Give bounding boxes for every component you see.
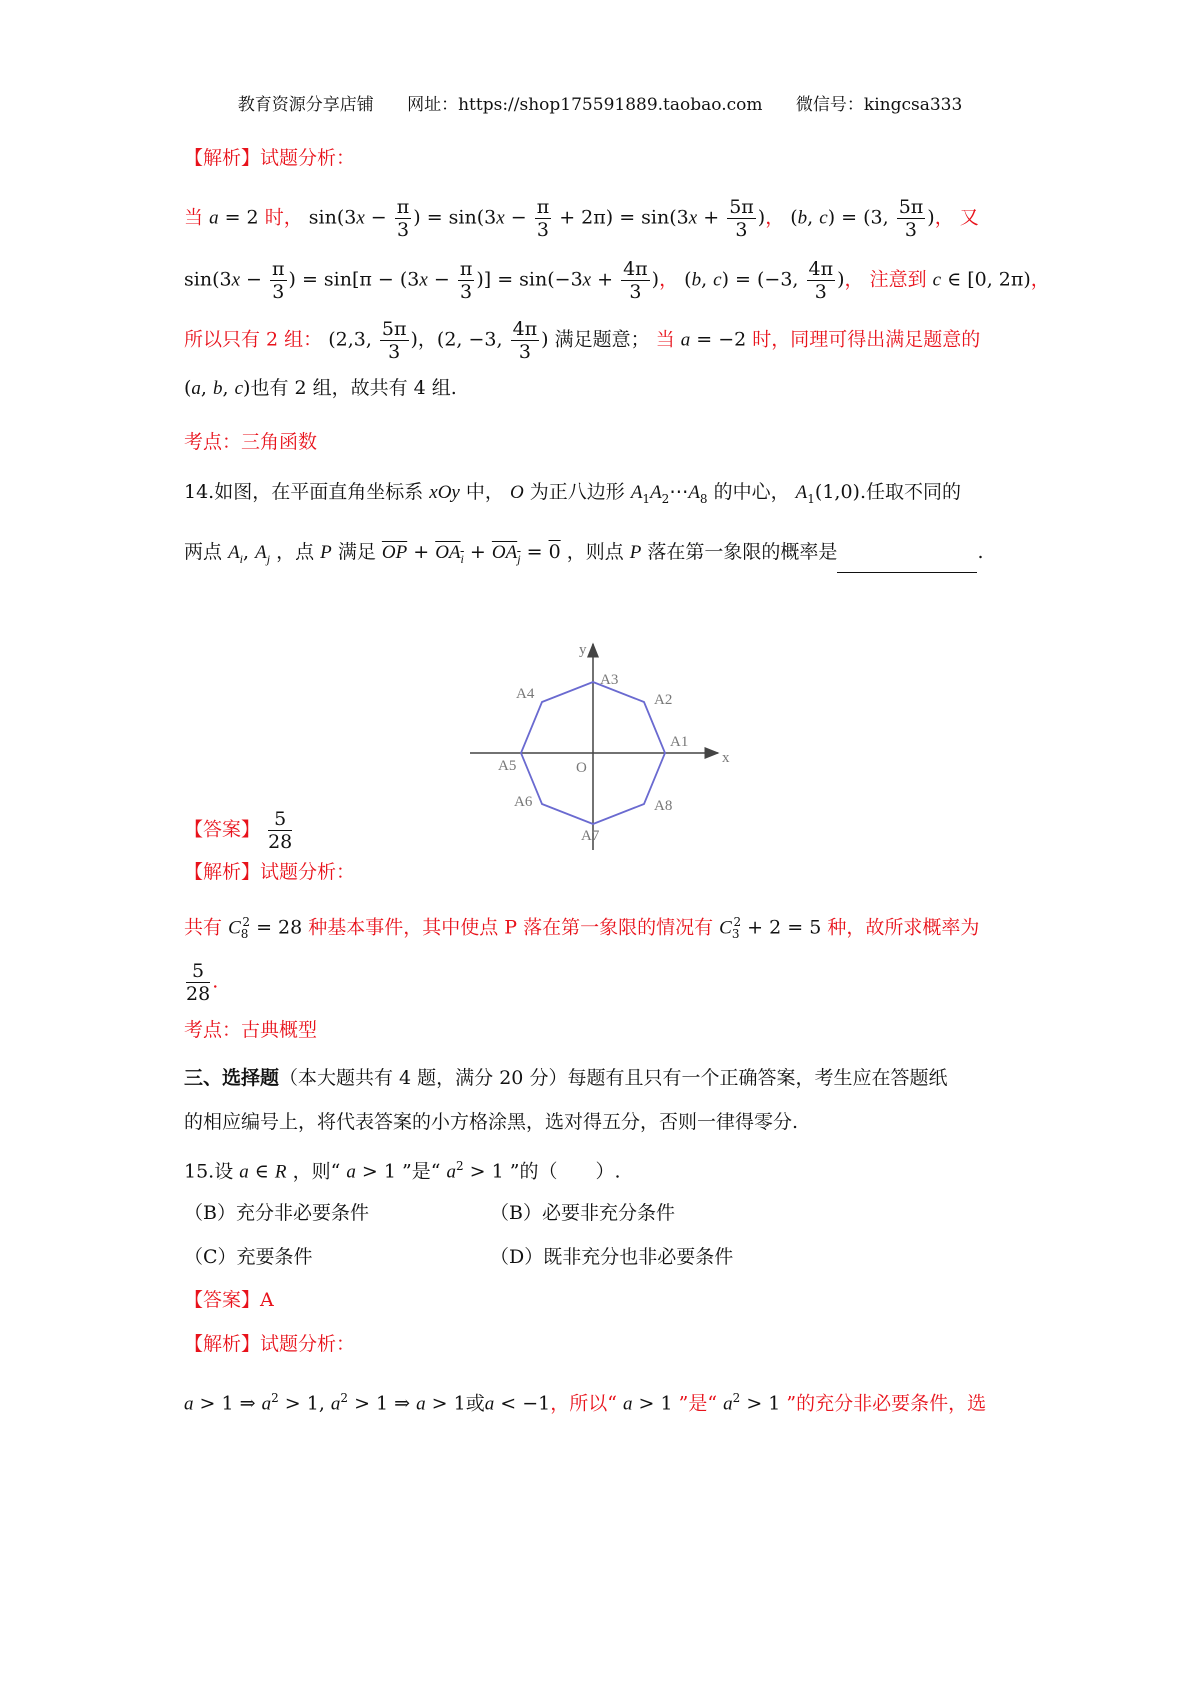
q14-solution: 共有 $C_8^2 = 28$ 种基本事件，其中使点 P 落在第一象限的情况有 $C_3^2 + 2 = 5$ 种，故所求概率为 (184, 915, 980, 942)
q14-solution-fraction: $\frac{5}{28}$ . (186, 960, 219, 1005)
text: 两点 (184, 541, 223, 563)
section3-line-2: 的相应编号上，将代表答案的小方格涂黑，选对得五分，否则一律得零分. (184, 1111, 799, 1133)
label-A2: A2 (654, 692, 673, 708)
text: 所以只有 2 组： (184, 328, 323, 351)
text: 时， (264, 206, 303, 229)
text: ，则点 (566, 541, 624, 563)
label-A7: A7 (581, 828, 600, 844)
fraction: $\frac{4\pi}{3}$ (808, 258, 834, 303)
text: 时，同理可得出满足题意的 (752, 328, 981, 351)
label-A5: A5 (498, 758, 517, 774)
q13-line-3: 所以只有 2 组： (2,3, $\frac{5\pi}{3}$ )，(2, −3, $\frac{4\pi}{3}$ ) 满足题意； 当 a = −2 时，同理可得出满足题意的 (184, 318, 981, 363)
shop-name: 教育资源分享店铺 (237, 95, 374, 115)
text: 满足题意； (554, 328, 650, 351)
fraction: $\frac{\pi}{3}$ (396, 196, 410, 241)
q13-line-4: (a, b, c)也有 2 组，故共有 4 组. (184, 377, 457, 399)
label-A3: A3 (600, 672, 619, 688)
text: 满足 (337, 541, 376, 563)
text: ，点 (276, 541, 315, 563)
label-x: x (722, 750, 730, 766)
answer-fraction (268, 808, 292, 853)
fraction: $\frac{\pi}{3}$ (459, 258, 473, 303)
q13-kaodian: 考点：三角函数 (184, 431, 318, 453)
text: 也有 2 组，故共有 4 组. (250, 377, 457, 399)
text: 种，故所求概率为 (827, 916, 980, 939)
text: 共有 (184, 916, 223, 939)
section3-line-1 (184, 1064, 947, 1092)
q14-stem-2: 两点 $A_i$, $A_j$ ，点 P 满足 $\overline{OP} + OA_i + OA_j = 0$ ，则点 P 落在第一象限的概率是 . (184, 538, 983, 573)
fraction (186, 960, 210, 1005)
fraction: $\frac{5\pi}{3}$ (381, 318, 407, 363)
numerator: 5 (186, 960, 210, 983)
q15-option-c: （C）充要条件 (184, 1246, 313, 1268)
text: ”是“ (401, 1160, 441, 1183)
text: 当 (184, 206, 204, 229)
label-O: O (576, 760, 587, 776)
text: 【答案】 (184, 818, 261, 841)
page-header (0, 90, 1200, 115)
label-A6: A6 (514, 794, 533, 810)
denominator: 28 (268, 831, 293, 853)
text: 种基本事件，其中使点 P 落在第一象限的情况有 (308, 916, 714, 939)
q15-solution: a > 1 ⇒ $a^2 > 1$, $a^2 > 1$ ⇒ a > 1或a < −1，所以“ a > 1 ”是“ $a^2 > 1$ ”的充分非必要条件，选 (184, 1391, 987, 1415)
q13-line-1: 当 a = 2 时， sin(3x − $\frac{\pi}{3}$ ) = sin(3x − $\frac{\pi}{3}$ + 2π) = sin(3x + $\frac{5\pi}{3}$ )， (b, c) = (3, $\frac{5\pi}{3}$ )， 又 (184, 196, 979, 241)
octagon-figure (470, 640, 730, 860)
answer-blank (837, 552, 977, 573)
section-title: 三、选择题 (184, 1067, 280, 1089)
fraction: $\frac{\pi}{3}$ (272, 258, 285, 303)
text: 又 (959, 206, 979, 229)
shop-url: 网址：https://shop175591889.taobao.com (407, 95, 763, 115)
text: 中， (465, 481, 504, 503)
q14-stem-1: 14.如图，在平面直角坐标系 xOy 中， O 为正八边形 $A_1A_2\cdots A_8$ 的中心， $A_1(1,0)$.任取不同的 (184, 481, 962, 506)
q15-option-b2: （B）必要非充分条件 (490, 1202, 675, 1224)
q13-analysis-heading: 【解析】试题分析： (184, 147, 356, 169)
text: 15.设 (184, 1160, 234, 1183)
q14-kaodian: 考点：古典概型 (184, 1019, 318, 1041)
text: 的中心， (713, 481, 790, 503)
text: （本大题共有 4 题，满分 20 分）每题有且只有一个正确答案，考生应在答题纸 (279, 1067, 948, 1089)
q15-option-d: （D）既非充分也非必要条件 (490, 1246, 734, 1268)
text: 落在第一象限的概率是 (647, 541, 838, 563)
q15-option-b1: （B）充分非必要条件 (184, 1202, 369, 1224)
fraction: $\frac{5\pi}{3}$ (729, 196, 754, 241)
q15-answer: 【答案】A (184, 1289, 274, 1311)
q15-stem: 15.设 a ∈ R ，则“ a > 1 ”是“ $a^2 > 1$ ”的（ ）. (184, 1159, 621, 1183)
q13-line-2: sin(3x − $\frac{\pi}{3}$ ) = sin[π − (3x − $\frac{\pi}{3}$ )] = sin(−3x + $\frac{4\pi}{3}$ )， (b, c) = (−3, $\frac{4\pi}{3}$ )， 注意到 c ∈ [0, 2π)， (184, 258, 1050, 303)
wechat-id: 微信号：kingcsa333 (795, 95, 963, 115)
fraction: $\frac{\pi}{3}$ (536, 196, 550, 241)
label-A1: A1 (670, 734, 689, 750)
numerator: 5 (268, 808, 292, 831)
fraction: $\frac{4\pi}{3}$ (512, 318, 538, 363)
text: 注意到 (869, 268, 927, 291)
text: 为正八边形 (529, 481, 625, 503)
label-A8: A8 (654, 798, 673, 814)
q15-analysis-heading: 【解析】试题分析： (184, 1333, 356, 1355)
text: ，则“ (292, 1160, 341, 1183)
text: ”的（ ）. (509, 1160, 621, 1183)
text: 14.如图，在平面直角坐标系 (184, 481, 424, 503)
fraction: $\frac{4\pi}{3}$ (623, 258, 648, 303)
denominator: 28 (186, 983, 211, 1005)
text: .任取不同的 (859, 481, 962, 503)
q14-analysis-heading: 【解析】试题分析： (184, 861, 356, 883)
fraction: $\frac{5\pi}{3}$ (898, 196, 924, 241)
label-y: y (579, 642, 587, 658)
text: ”是“ (678, 1392, 718, 1415)
q14-answer (184, 808, 294, 853)
label-A4: A4 (516, 686, 535, 702)
text: ”的充分非必要条件，选 (786, 1392, 987, 1415)
text: 当 (655, 328, 675, 351)
text: ，所以“ (550, 1392, 617, 1415)
